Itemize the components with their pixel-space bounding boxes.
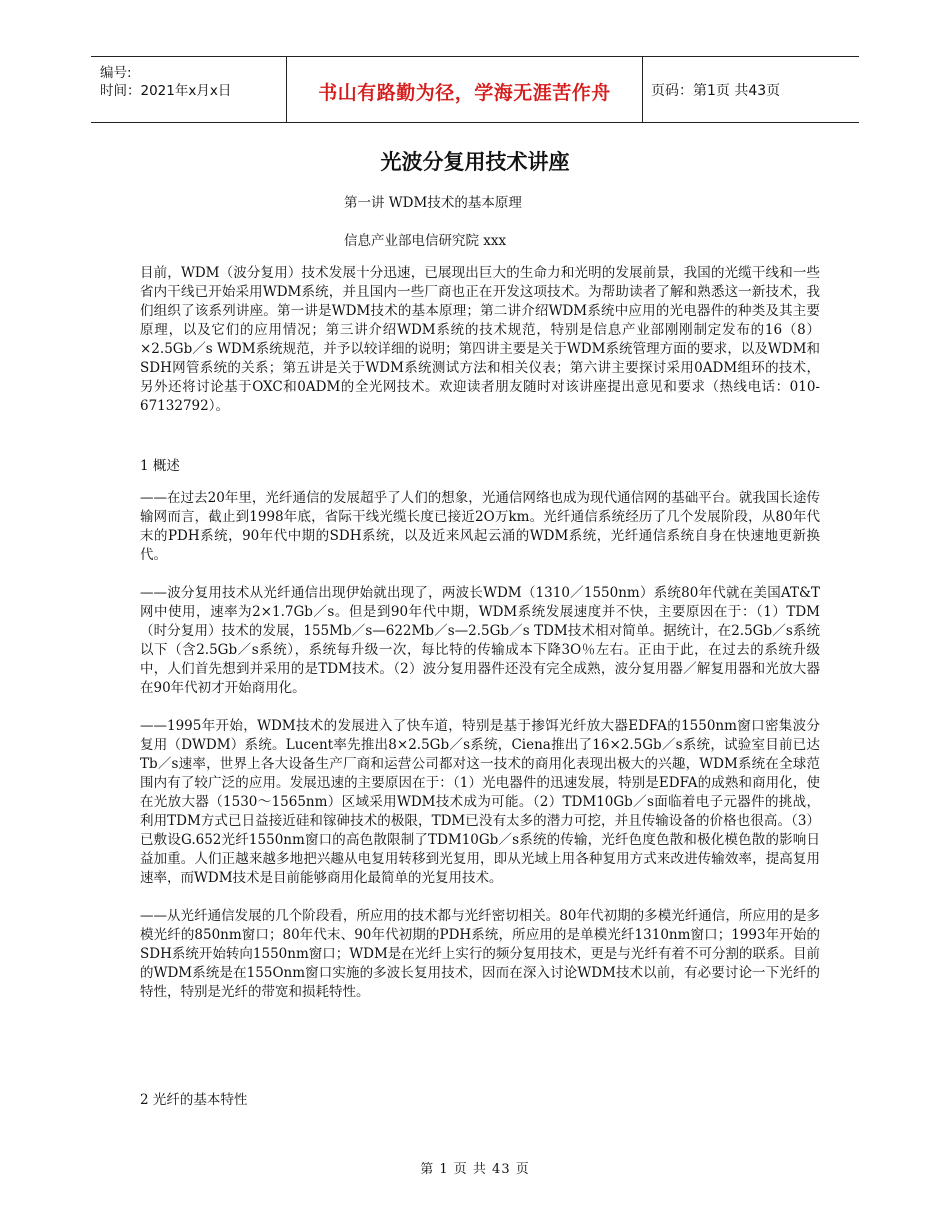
section-1-heading: 1 概述 (140, 458, 180, 474)
time-label: 时间：2021年x月x日 (100, 83, 232, 99)
section-2-heading: 2 光纤的基本特性 (140, 1092, 248, 1108)
intro-paragraph (140, 264, 820, 435)
section-1-body (140, 489, 820, 1021)
page-footer: 第 1 页 共 43 页 (420, 1162, 530, 1177)
header-meta-cell (91, 57, 287, 122)
document-title: 光波分复用技术讲座 (380, 150, 570, 174)
page-label: 页码：第1页 共43页 (651, 83, 781, 99)
code-label: 编号: (100, 65, 132, 81)
intro-text: 目前，WDM（波分复用）技术发展十分迅速，已展现出巨大的生命力和光明的发展前景，我国的光缆干线和一些省内干线已开始采用WDM系统，并且国内一些厂商也正在开发这项技术。为帮助读者了解和熟悉这一新技术，我们组织了该系列讲座。第一讲是WDM技术的基本原理；第二讲介绍WDM系统中应用的光电器件的种类及其主要原理，以及它们的应用情况；第三讲介绍WDM系统的技术规范，特别是信息产业部刚刚制定发布的16（8）×2.5Gb／s WDM系统规范，并予以较详细的说明；第四讲主要是关于WDM系统管理方面的要求，以及WDM和SDH网管系统的关系；第五讲是关于WDM系统测试方法和相关仪表；第六讲主要探讨采用0ADM组环的技术，另外还将讨论基于OXC和0ADM的全光网技术。欢迎读者朋友随时对该讲座提出意见和要求（热线电话：010-67132792）。 (140, 265, 820, 414)
paragraph: ——从光纤通信发展的几个阶段看，所应用的技术都与光纤密切相关。80年代初期的多模光纤通信，所应用的是多模光纤的850nm窗口；80年代末、90年代初期的PDH系统，所应用的是单模光纤1310nm窗口；1993年开始的SDH系统开始转向1550nm窗口；WDM是在光纤上实行的频分复用技术，更是与光纤有着不可分割的联系。目前的WDM系统是在155Onm窗口实施的多波长复用技术，因而在深入讨论WDM技术以前，有必要讨论一下光纤的特性，特别是光纤的带宽和损耗特性。 (140, 908, 820, 1000)
lecture-subtitle: 第一讲 WDM技术的基本原理 (344, 195, 522, 211)
paragraph: ——在过去20年里，光纤通信的发展超乎了人们的想象，光通信网络也成为现代通信网的基础平台。就我国长途传输网而言，截止到1998年底，省际干线光缆长度已接近2O万km。光纤通信系统经历了几个发展阶段，从80年代末的PDH系统，90年代中期的SDH系统，以及近来风起云涌的WDM系统，光纤通信系统自身在快速地更新换代。 (140, 490, 820, 563)
motto: 书山有路勤为径，学海无涯苦作舟 (318, 82, 611, 104)
paragraph: ——波分复用技术从光纤通信出现伊始就出现了，两波长WDM（1310／1550nm）系统80年代就在美国AT&T网中使用，速率为2×1.7Gb／s。但是到90年代中期，WDM系统发展速度并不快，主要原因在于：（1）TDM（时分复用）技术的发展，155Mb／s—622Mb／s—2.5Gb／s TDM技术相对简单。据统计，在2.5Gb／s系统以下（含2.5Gb／s系统），系统每升级一次，每比特的传输成本下降3O％左右。正由于此，在过去的系统升级中，人们首先想到并采用的是TDM技术。（2）波分复用器件还没有完全成熟，波分复用器／解复用器和光放大器在90年代初才开始商用化。 (140, 585, 820, 696)
header-table (91, 56, 859, 123)
author-line: 信息产业部电信研究院 xxx (344, 233, 507, 249)
header-motto-cell (287, 57, 643, 122)
paragraph: ——1995年开始，WDM技术的发展进入了快车道，特别是基于掺饵光纤放大器EDFA的1550nm窗口密集波分复用（DWDM）系统。Lucent率先推出8×2.5Gb／s系统，Ciena推出了16×2.5Gb／s系统，试验室目前已达Tb／s速率，世界上各大设备生产厂商和运营公司都对这一技术的商用化表现出极大的兴趣，WDM系统在全球范围内有了较广泛的应用。发展迅速的主要原因在于：（1）光电器件的迅速发展，特别是EDFA的成熟和商用化，使在光放大器（1530～1565nm）区域采用WDM技术成为可能。（2）TDM10Gb／s面临着电子元器件的挑战，利用TDM方式已日益接近硅和镓砷技术的极限，TDM已没有太多的潜力可挖，并且传输设备的价格也很高。（3）已敷设G.652光纤1550nm窗口的高色散限制了TDM10Gb／s系统的传输，光纤色度色散和极化模色散的影响日益加重。人们正越来越多地把兴趣从电复用转移到光复用，即从光域上用各种复用方式来改进传输效率，提高复用速率，而WDM技术是目前能够商用化最简单的光复用技术。 (140, 718, 820, 886)
header-page-cell (643, 57, 859, 122)
